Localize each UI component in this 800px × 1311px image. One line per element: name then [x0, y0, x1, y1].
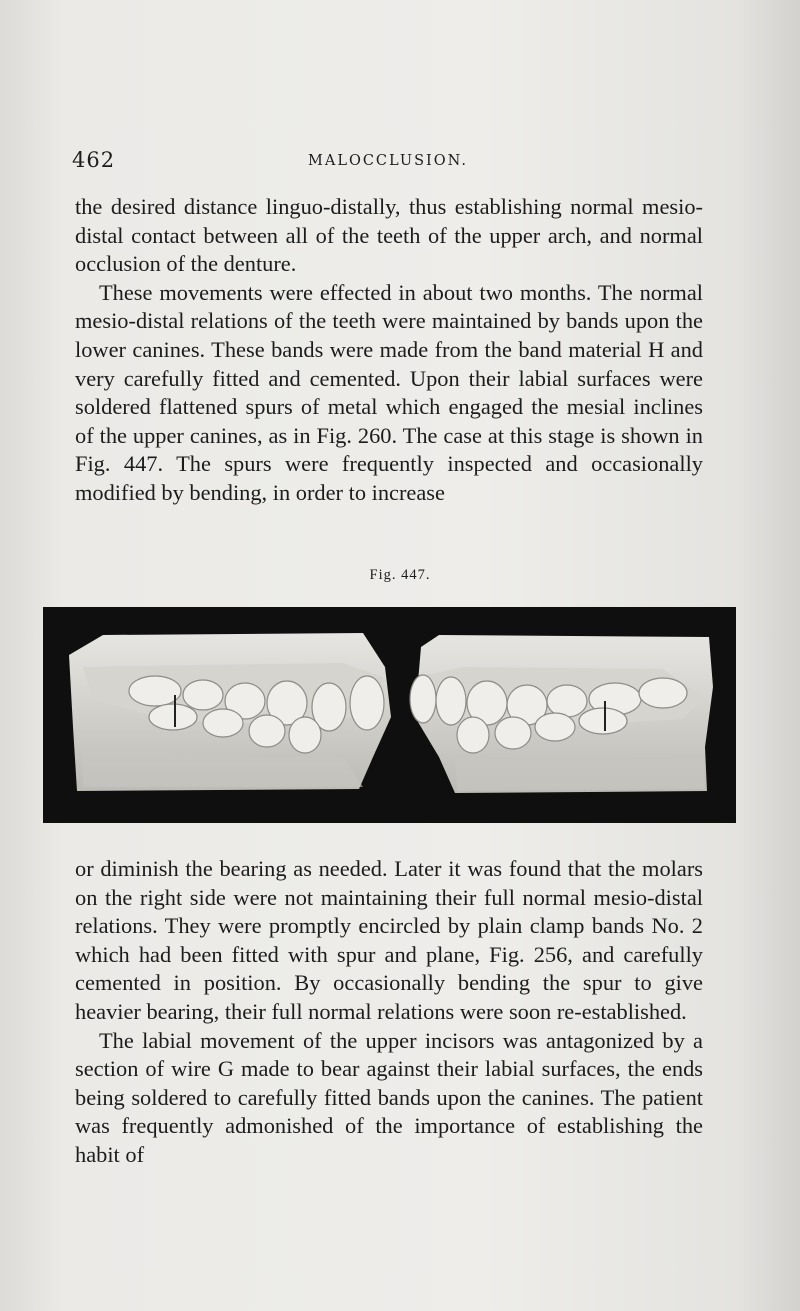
- paragraph: The labial movement of the upper incisors was antagonized by a section of wire G made to bear against their labial surfaces, the ends being soldered to carefully fitted bands upon the canines. The patient was frequently admonished of the importance of establishing the habit of: [75, 1027, 703, 1167]
- text-block-top: [75, 193, 703, 508]
- running-head: MALOCCLUSION.: [308, 153, 468, 169]
- dental-casts-photograph: [43, 607, 736, 823]
- text-block-bottom: [75, 855, 703, 1170]
- left-dental-cast: [69, 633, 391, 791]
- figure-caption: Fig. 447.: [369, 567, 431, 583]
- paragraph: the desired distance linguo-distally, thus establishing normal mesio-distal contact between all of the teeth of the upper arch, and normal occlusion of the denture.: [75, 194, 703, 277]
- paragraph: or diminish the bearing as needed. Later it was found that the molars on the right side were not maintaining their full normal mesio-distal relations. They were promptly encircled by plain clamp bands No. 2 which had been fitted with spur and plane, Fig. 256, and carefully cemented in position. By occasionally bending the spur to give heavier bearing, their full normal relations were soon re-established.: [75, 856, 703, 1024]
- paragraph: These movements were effected in about two months. The normal mesio-distal relations of the teeth were maintained by bands upon the lower canines. These bands were made from the band material H and very carefully fitted and cemented. Upon their labial surfaces were soldered flattened spurs of metal which engaged the mesial inclines of the upper canines, as in Fig. 260. The case at this stage is shown in Fig. 447. The spurs were frequently inspected and occasionally modified by bending, in order to increase: [75, 279, 703, 505]
- right-dental-cast: [410, 635, 713, 793]
- dental-casts-illustration: [43, 607, 736, 823]
- page-header: [72, 148, 702, 182]
- page-number: 462: [72, 148, 116, 172]
